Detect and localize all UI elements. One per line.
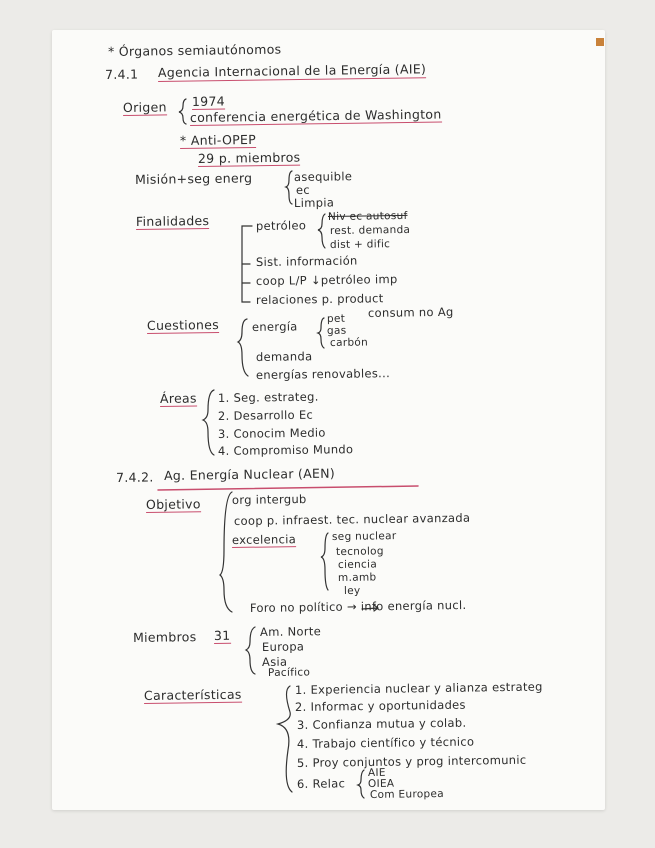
foro-note: Foro no político → info energía nucl. (249, 597, 467, 615)
caracteristica-item: 5. Proy conjuntos y prog intercomunic (296, 752, 527, 770)
cuestiones-label: Cuestiones (146, 316, 220, 333)
miembros-count: 31 (213, 627, 231, 643)
petroleo-label: petróleo (255, 218, 307, 233)
caracteristica-item: 6. Relac (296, 776, 346, 791)
relac-item: AIE (367, 766, 386, 779)
area-item: 1. Seg. estrateg. (217, 389, 319, 405)
energia-item: carbón (329, 336, 369, 349)
origen-conference: conferencia energética de Washington (189, 106, 442, 125)
energia-label: energía (251, 319, 298, 334)
origen-year: 1974 (191, 93, 226, 109)
mision-label: Misión+seg energ (134, 170, 253, 187)
miembros-item: Am. Norte (259, 624, 322, 639)
petroleo-item: dist + dific (329, 238, 391, 251)
excelencia-item: ciencia (337, 558, 378, 571)
anti-opep-note: * Anti-OPEP (179, 131, 257, 148)
excelencia-item: tecnolog (335, 545, 384, 558)
area-item: 4. Compromiso Mundo (217, 442, 354, 458)
petroleo-item: Niv ec autosuf (327, 209, 408, 223)
objetivo-label: Objetivo (145, 496, 201, 512)
energia-item: gas (326, 324, 347, 337)
relac-item: OIEA (367, 777, 395, 790)
member-count: 29 p. miembros (197, 149, 301, 166)
caracteristica-item: 3. Confianza mutua y colab. (296, 715, 467, 732)
page-corner-tab (596, 38, 604, 46)
cuestion-item: energías renovables... (255, 366, 391, 382)
mision-item: asequible (293, 169, 353, 184)
area-item: 3. Conocim Medio (217, 425, 326, 441)
aie-title-number: 7.4.1 (104, 66, 139, 82)
finalidad-item: relaciones p. product (255, 291, 384, 307)
aie-title: Agencia Internacional de la Energía (AIE) (157, 61, 427, 80)
energia-item: pet (326, 312, 346, 325)
excelencia-item: m.amb (337, 571, 377, 584)
petroleo-item: rest. demanda (329, 223, 411, 237)
finalidad-item: coop L/P ↓petróleo imp (255, 272, 398, 288)
area-item: 2. Desarrollo Ec (217, 407, 314, 423)
areas-label: Áreas (159, 390, 197, 406)
miembros-label: Miembros (132, 629, 197, 645)
mision-item: Limpia (293, 195, 335, 210)
origen-label: Origen (122, 99, 167, 115)
miembros-item: Europa (261, 639, 305, 654)
caracteristicas-label: Características (143, 686, 242, 703)
excelencia-label: excelencia (231, 532, 297, 547)
aen-title: Ag. Energía Nuclear (AEN) (163, 465, 336, 483)
finalidad-item: consum no Ag (367, 304, 454, 320)
cuestion-item: demanda (255, 349, 313, 364)
caracteristica-item: 4. Trabajo científico y técnico (296, 734, 475, 751)
caracteristica-item: 2. Informac y oportunidades (294, 697, 466, 714)
excelencia-item: ley (343, 584, 361, 597)
mision-item: ec (295, 182, 311, 197)
relac-item: Com Europea (369, 787, 445, 801)
objetivo-item: coop p. infraest. tec. nuclear avanzada (233, 510, 471, 528)
aen-title-number: 7.4.2. (115, 469, 154, 485)
finalidad-item: Sist. información (255, 253, 358, 269)
caracteristica-item: 1. Experiencia nuclear y alianza estrateg (294, 679, 543, 697)
objetivo-item: org intergub (231, 491, 307, 507)
finalidades-label: Finalidades (135, 212, 210, 229)
miembros-item: Pacífico (267, 666, 311, 679)
excelencia-item: seg nuclear (331, 530, 397, 543)
miembros-item: Asia (261, 654, 288, 669)
section-heading: * Órganos semiautónomos (107, 41, 282, 59)
